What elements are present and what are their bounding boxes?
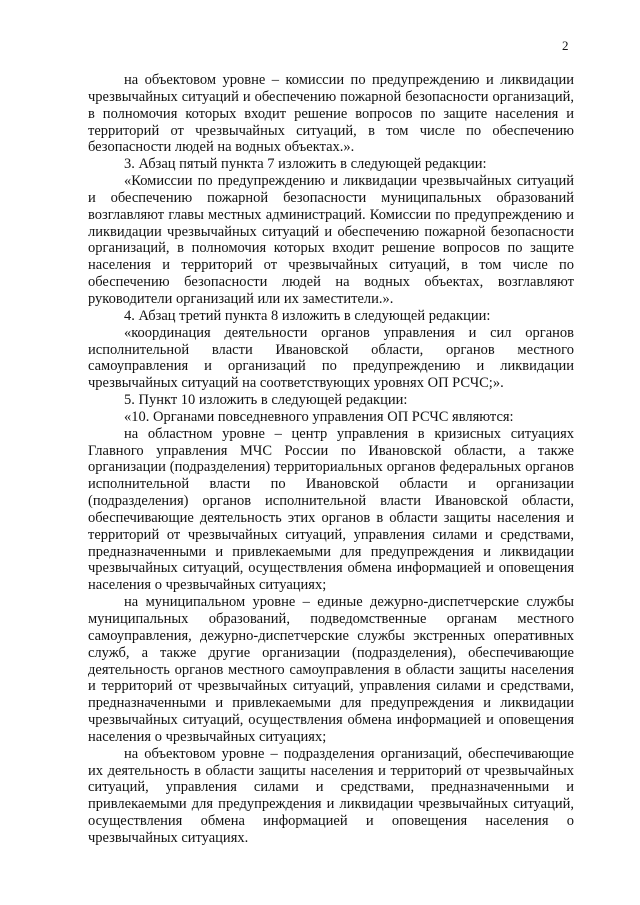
paragraph-amendment-5: 5. Пункт 10 изложить в следующей редакции: [124, 392, 408, 409]
paragraph-object-level-commissions: на объектовом уровне – комиссии по предупреждению и ликвидации чрезвычайных ситуаций и обеспечению пожарной безопасности организаций, в полномочия которых входит решение вопросов по защите населения и территорий от чрезвычайных ситуаций, в том числе по обеспечению безопасности людей на водных объектах.». [88, 72, 574, 156]
paragraph-object-level: на объектовом уровне – подразделения организаций, обеспечивающие их деятельность в области защиты населения и территорий от чрезвычайных ситуаций, управления силами и средствами, предназначенными и привлекаемыми для предупреждения и ликвидации чрезвычайных ситуаций, осуществления обмена информацией и оповещения населения о чрезвычайных ситуациях. [88, 745, 574, 846]
paragraph-municipal-level: на муниципальном уровне – единые дежурно-диспетчерские службы муниципальных образований, подведомственные органам местного самоуправления, дежурно-диспетчерские службы экстренных оперативных служб, а также другие организации (подразделения), обеспечивающие деятельность органов местного самоуправления в области защиты населения и территорий от чрезвычайных ситуаций, управления силами и средствами, предназначенными и привлекаемыми для предупреждения и ликвидации чрезвычайных ситуаций, осуществления обмена информацией и оповещения населения о чрезвычайных ситуациях; [88, 594, 574, 745]
paragraph-regional-level: на областном уровне – центр управления в кризисных ситуациях Главного управления МЧС России по Ивановской области, а также организации (подразделения) территориальных органов федеральных органов исполнительной власти по Ивановской области и организации (подразделения) органов исполнительной власти Ивановской области, обеспечивающие деятельность этих органов в области защиты населения и территорий от чрезвычайных ситуаций, управления силами и средствами, предназначенными и привлекаемыми для предупреждения и ликвидации чрезвычайных ситуаций, осуществления обмена информацией и оповещения населения о чрезвычайных ситуациях; [88, 425, 574, 594]
paragraph-commissions-heads: «Комиссии по предупреждению и ликвидации чрезвычайных ситуаций и обеспечению пожарной безопасности муниципальных образований возглавляют главы местных администраций. Комиссии по предупреждению и ликвидации чрезвычайных ситуаций и обеспечению пожарной безопасности организаций, в полномочия которых входит решение вопросов по защите населения и территорий от чрезвычайных ситуаций, в том числе по обеспечению безопасности людей на водных объектах, возглавляют руководители организаций или их заместители.». [88, 173, 574, 307]
paragraph-coordination: «координация деятельности органов управления и сил органов исполнительной власти Ивановской области, органов местного самоуправления и организаций по предупреждению и ликвидации чрезвычайных ситуаций на соответствующих уровнях ОП РСЧС;». [88, 324, 574, 392]
paragraph-amendment-3: 3. Абзац пятый пункта 7 изложить в следующей редакции: [124, 156, 487, 173]
page-number: 2 [562, 38, 569, 53]
paragraph-point-10: «10. Органами повседневного управления ОП РСЧС являются: [124, 408, 514, 425]
paragraph-amendment-4: 4. Абзац третий пункта 8 изложить в следующей редакции: [124, 307, 491, 324]
document-body [88, 72, 574, 847]
